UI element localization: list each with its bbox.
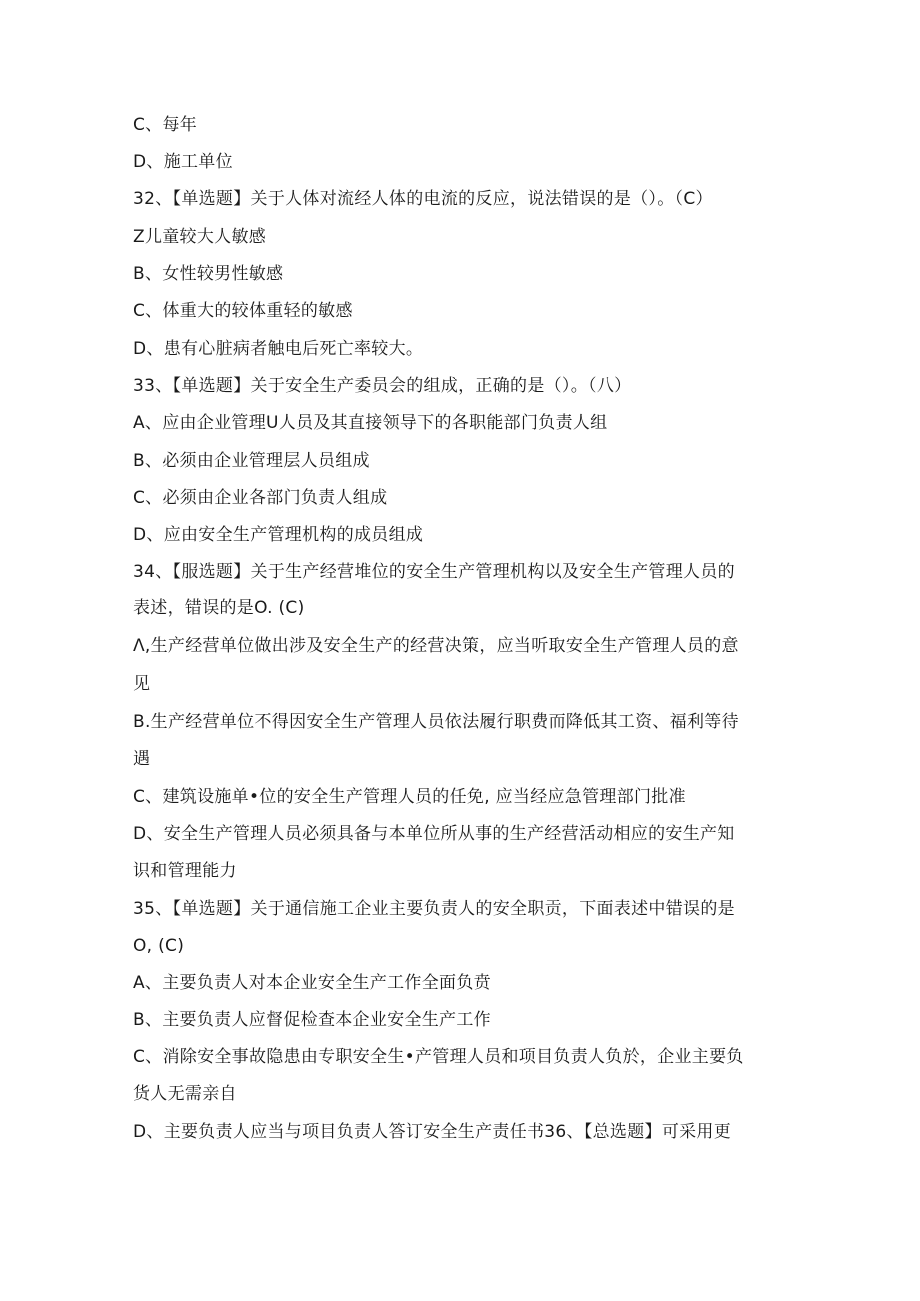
option-d-q34-line-2: 识和管理能力 — [133, 861, 237, 881]
option-c-q35-line-1: C、消除安全事故隐患由专职安全生•产管理人员和项目负责人负於，企业主要负 — [133, 1047, 744, 1067]
question-35-line-1: 35、【单选题】关于通信施工企业主要负责人的安全职贡，下面表述中错误的是 — [133, 899, 735, 919]
option-d-q33: D、应由安全生产管理机构的成员组成 — [133, 525, 424, 545]
option-a-q32: Z儿童较大人敏感 — [133, 227, 267, 247]
option-d-q31: D、施工单位 — [133, 152, 233, 172]
question-34-line-1: 34、【服选题】关于生产经营堆位的安全生产管理机构以及安全生产管理人员的 — [133, 562, 735, 582]
option-d-q35-and-question-36: D、主要负责人应当与项目负责人答订安全生产责任书36、【总选题】可采用更 — [133, 1122, 732, 1142]
question-35-line-2: O, (C) — [133, 936, 185, 956]
option-c-q32: C、体重大的较体重轻的敏感 — [133, 301, 353, 321]
option-b-q33: B、必须由企业管理层人员组成 — [133, 451, 370, 471]
option-c-q35-line-2: 货人无需亲自 — [133, 1084, 237, 1104]
option-a-q34-line-2: 见 — [133, 674, 151, 694]
option-a-q33: A、应由企业管理U人员及其直接领导下的各职能部门负责人组 — [133, 413, 608, 433]
option-a-q34-line-1: Λ,生产经营单位做出涉及安全生产的经营决策，应当听取安全生产管理人员的意 — [133, 636, 739, 656]
option-b-q35: B、主要负责人应督促检查本企业安全生产工作 — [133, 1010, 491, 1030]
option-b-q34-line-2: 遇 — [133, 749, 151, 769]
question-32: 32、【单选题】关于人体对流经人体的电流的反应，说法错误的是（）。（C） — [133, 189, 713, 209]
question-34-line-2: 表述，错误的是O. (C) — [133, 598, 305, 618]
option-c-q33: C、必须由企业各部门负责人组成 — [133, 488, 388, 508]
option-c-q34: C、建筑设施单•位的安全生产管理人员的任免, 应当经应急管理部门批准 — [133, 787, 686, 807]
question-33: 33、【单选题】关于安全生产委员会的组成，正确的是（）。（八） — [133, 376, 632, 396]
option-d-q32: D、患有心脏病者触电后死亡率较大。 — [133, 339, 424, 359]
option-b-q32: B、女性较男性敏感 — [133, 264, 284, 284]
option-b-q34-line-1: B.生产经营单位不得因安全生产管理人员依法履行职费而降低其工资、福利等待 — [133, 712, 739, 732]
option-c-q31: C、每年 — [133, 115, 198, 135]
option-a-q35: A、主要负责人对本企业安全生产工作全面负贲 — [133, 973, 491, 993]
option-d-q34-line-1: D、安全生产管理人员必须具备与本单位所从事的生产经营活动相应的安生产知 — [133, 824, 735, 844]
